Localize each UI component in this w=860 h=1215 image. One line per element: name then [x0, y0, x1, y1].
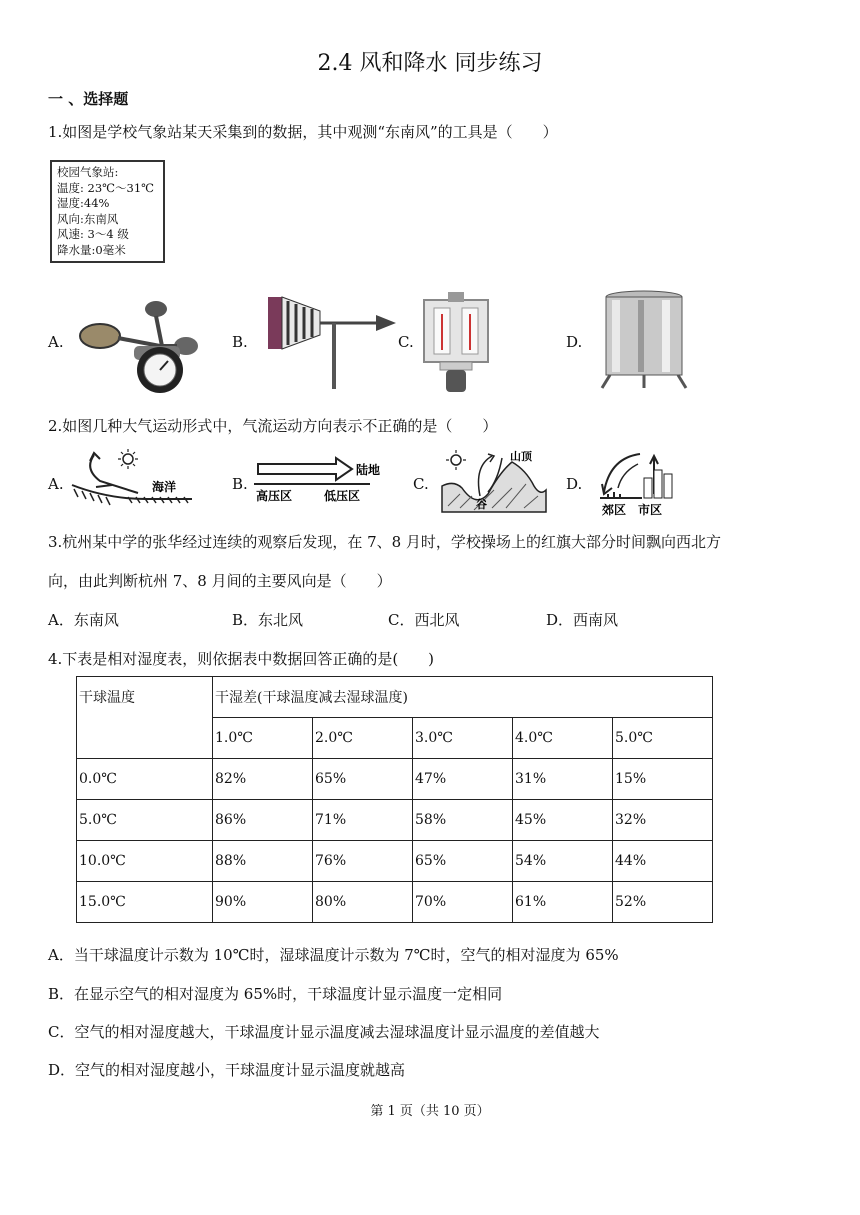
table-subheader: 1.0℃: [213, 718, 313, 759]
thermometer-box-icon: [420, 290, 495, 395]
table-cell: 0.0℃: [77, 759, 213, 800]
valley-label: 谷: [476, 498, 487, 511]
table-cell: 86%: [213, 800, 313, 841]
table-cell: 5.0℃: [77, 800, 213, 841]
table-cell: 31%: [513, 759, 613, 800]
pressure-wind-diagram: [252, 456, 392, 506]
table-cell: 32%: [613, 800, 713, 841]
table-subheader: 2.0℃: [313, 718, 413, 759]
page-title: 2.4 风和降水 同步练习: [317, 51, 543, 76]
table-cell: 44%: [613, 841, 713, 882]
rain-gauge-icon: [598, 288, 693, 393]
station-line: 风向:东南风: [57, 211, 119, 226]
table-header-dry-temp: 干球温度: [77, 677, 213, 759]
table-cell: 15.0℃: [77, 882, 213, 923]
q2-option-d-label[interactable]: D.: [566, 475, 583, 493]
q3-stem-line1: 3.杭州某中学的张华经过连续的观察后发现，在 7、8 月时，学校操场上的红旗大部分时间飘向西北方: [48, 533, 721, 551]
table-row: [77, 800, 713, 841]
table-cell: 82%: [213, 759, 313, 800]
table-cell: 88%: [213, 841, 313, 882]
urban-heat-island-diagram: [594, 444, 684, 518]
table-cell: 54%: [513, 841, 613, 882]
page-footer: 第 1 页（共 10 页）: [370, 1104, 490, 1119]
q4-option-d[interactable]: D．空气的相对湿度越小，干球温度计显示温度就越高: [48, 1061, 406, 1079]
q2-stem: 2.如图几种大气运动形式中，气流运动方向表示不正确的是（ ）: [48, 417, 498, 435]
station-line: 降水量:0毫米: [57, 242, 126, 257]
q4-option-b[interactable]: B．在显示空气的相对湿度为 65%时，干球温度计显示温度一定相同: [48, 985, 503, 1003]
q3-option-b[interactable]: B．东北风: [232, 611, 304, 629]
q4-option-c[interactable]: C．空气的相对湿度越大，干球温度计显示温度减去湿球温度计显示温度的差值越大: [48, 1023, 600, 1041]
q2-option-a-label[interactable]: A.: [48, 475, 64, 493]
sea-label: 海洋: [152, 480, 177, 494]
mountain-top-label: 山顶: [510, 450, 532, 463]
wind-vane-icon: [262, 293, 412, 393]
table-subheader: 5.0℃: [613, 718, 713, 759]
station-line: 校园气象站:: [57, 165, 119, 179]
table-cell: 47%: [413, 759, 513, 800]
q1-stem: 1.如图是学校气象站某天采集到的数据，其中观测“东南风”的工具是（ ）: [48, 123, 558, 141]
q1-option-b-label[interactable]: B.: [232, 333, 248, 351]
weather-station-box: [50, 160, 165, 263]
q2-option-c-label[interactable]: C.: [413, 475, 429, 493]
anemometer-icon: [62, 298, 202, 393]
table-row: [77, 677, 713, 718]
table-row: [77, 841, 713, 882]
table-row: [77, 759, 713, 800]
table-cell: 58%: [413, 800, 513, 841]
q4-stem: 4.下表是相对湿度表，则依据表中数据回答正确的是( ): [48, 650, 435, 668]
table-subheader: 4.0℃: [513, 718, 613, 759]
table-subheader: 3.0℃: [413, 718, 513, 759]
station-line: 温度: 23℃～31℃: [57, 180, 155, 195]
table-row: [77, 882, 713, 923]
table-cell: 15%: [613, 759, 713, 800]
valley-breeze-diagram: [440, 446, 550, 516]
q3-option-c[interactable]: C．西北风: [388, 611, 460, 629]
suburb-label: 郊区: [602, 503, 627, 517]
low-pressure-label: 低压区: [324, 489, 361, 503]
table-cell: 90%: [213, 882, 313, 923]
q3-stem-line2: 向，由此判断杭州 7、8 月间的主要风向是（ ）: [48, 572, 392, 590]
high-pressure-label: 高压区: [256, 489, 293, 503]
q2-option-b-label[interactable]: B.: [232, 475, 248, 493]
station-line: 湿度:44%: [57, 196, 110, 210]
table-cell: 65%: [313, 759, 413, 800]
q3-option-d[interactable]: D．西南风: [546, 611, 619, 629]
table-cell: 45%: [513, 800, 613, 841]
q1-option-d-label[interactable]: D.: [566, 333, 583, 351]
q1-option-a-label[interactable]: A.: [48, 333, 64, 351]
table-cell: 80%: [313, 882, 413, 923]
station-line: 风速: 3～4 级: [57, 227, 129, 241]
table-cell: 76%: [313, 841, 413, 882]
table-header-group: 干湿差(干球温度减去湿球温度): [213, 677, 713, 718]
q1-option-c-label[interactable]: C.: [398, 333, 414, 351]
sea-breeze-diagram: [68, 447, 198, 507]
table-cell: 65%: [413, 841, 513, 882]
table-cell: 61%: [513, 882, 613, 923]
land-label: 陆地: [356, 463, 381, 477]
table-cell: 71%: [313, 800, 413, 841]
table-cell: 70%: [413, 882, 513, 923]
q4-option-a[interactable]: A．当干球温度计示数为 10℃时，湿球温度计示数为 7℃时，空气的相对湿度为 65%: [48, 946, 619, 964]
q3-option-a[interactable]: A．东南风: [48, 611, 119, 629]
table-cell: 52%: [613, 882, 713, 923]
humidity-table: [76, 676, 713, 923]
city-label: 市区: [638, 503, 663, 517]
section-heading: 一 、选择题: [48, 90, 129, 108]
table-cell: 10.0℃: [77, 841, 213, 882]
